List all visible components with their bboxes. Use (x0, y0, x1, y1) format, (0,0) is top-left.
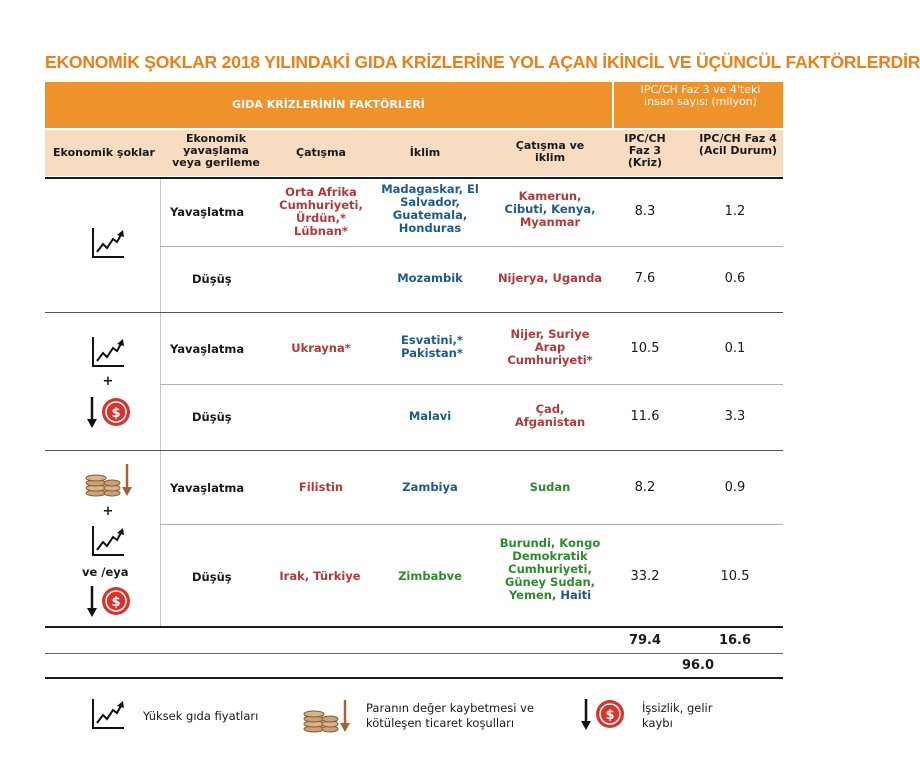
svg-text:$: $ (605, 708, 615, 723)
phase3-value: 11.6 (630, 409, 660, 424)
col-shocks-header: Ekonomik şoklar (53, 146, 155, 159)
chart-up-icon (90, 524, 126, 558)
type-label: Düşüş (192, 410, 232, 424)
conflict-climate-cell: Burundi, Kongo Demokratik Cumhuriyeti, Güney Sudan, Yemen, Haiti (499, 536, 601, 602)
phase3-value: 33.2 (630, 569, 660, 584)
phase4-value: 0.9 (724, 480, 746, 495)
phase4-value: 10.5 (720, 569, 750, 584)
row-divider (160, 384, 783, 385)
conflict-climate-cell: Kamerun, Cibuti, Kenya, Myanmar (504, 189, 596, 229)
group-divider (45, 450, 783, 451)
type-label: Yavaşlatma (170, 205, 245, 219)
climate-cell: Madagaskar, El Salvador, Guatemala, Honduras (381, 182, 479, 235)
conflict-cell: Ukrayna* (291, 341, 351, 355)
total-overall: 96.0 (681, 658, 715, 673)
phase4-value: 0.6 (724, 271, 746, 286)
phase3-value: 8.3 (634, 204, 656, 219)
total-phase4: 16.6 (718, 633, 752, 648)
column-divider (160, 177, 161, 626)
type-label: Yavaşlatma (170, 481, 245, 495)
col-conflict-climate-header: Çatışma ve iklim (515, 139, 585, 164)
coin-stack-down-icon (302, 698, 352, 734)
total-phase3: 79.4 (628, 633, 662, 648)
svg-text:$: $ (111, 595, 121, 610)
conflict-climate-cell: Sudan (529, 480, 571, 494)
type-label: Yavaşlatma (170, 342, 245, 356)
page-title: EKONOMİK ŞOKLAR 2018 YILINDAKİ GIDA KRİZLERİNE YOL AÇAN İKİNCİL VE ÜÇÜNCÜL FAKTÖRLERDİR (45, 52, 920, 72)
plus-sign: + (102, 374, 114, 389)
conflict-climate-cell: Nijer, Suriye Arap Cumhuriyeti* (507, 327, 593, 367)
plus-sign: + (102, 504, 114, 519)
type-label: Düşüş (192, 272, 232, 286)
total-divider (45, 653, 783, 654)
phase3-value: 10.5 (630, 341, 660, 356)
row-divider (160, 524, 783, 525)
legend-unemployment: İşsizlik, gelir kaybı (642, 701, 713, 730)
chart-up-icon (90, 226, 126, 260)
col-conflict-header: Çatışma (296, 146, 346, 159)
phase4-value: 3.3 (724, 409, 746, 424)
unemployment-icon (580, 697, 626, 731)
col-slowdown-header: Ekonomik yavaşlama veya gerileme (172, 132, 260, 169)
legend-currency: Paranın değer kaybetmesi ve kötüleşen ticaret koşulları (366, 701, 534, 730)
factors-header: GIDA KRİZLERİNİN FAKTÖRLERİ (232, 98, 425, 111)
row-divider (160, 246, 783, 247)
conflict-climate-cell: Çad, Afganistan (514, 402, 586, 429)
header-divider (612, 82, 614, 128)
type-label: Düşüş (192, 570, 232, 584)
col-phase3-header: IPC/CH Faz 3 (Kriz) (624, 132, 666, 169)
climate-cell: Zambiya (402, 480, 458, 494)
climate-cell: Esvatini,* Pakistan* (401, 333, 463, 360)
climate-cell: Zimbabve (398, 569, 462, 583)
col-climate-header: İklim (409, 146, 441, 159)
climate-cell: Mozambik (397, 271, 463, 285)
chart-up-icon (90, 335, 126, 369)
group-divider (45, 177, 783, 179)
phase3-value: 8.2 (634, 480, 656, 495)
unemployment-icon (86, 584, 132, 618)
group-divider (45, 312, 783, 313)
totals-bottom-border (45, 677, 783, 679)
svg-text:$: $ (111, 406, 121, 421)
phase3-value: 7.6 (634, 271, 656, 286)
conflict-cell: Filistin (298, 480, 344, 494)
conflict-cell: Irak, Türkiye (279, 569, 361, 583)
col-phase4-header: IPC/CH Faz 4 (Acil Durum) (698, 132, 778, 157)
phase4-value: 0.1 (724, 341, 746, 356)
ipc-group-header: IPC/CH Faz 3 ve 4'teki insan sayısı (milyon) (640, 83, 761, 108)
table-bottom-border (45, 626, 783, 628)
andor-label: ve /eya (82, 565, 129, 579)
legend-high-prices: Yüksek gıda fiyatları (143, 709, 259, 723)
conflict-cell: Orta Afrika Cumhuriyeti, Ürdün,* Lübnan* (279, 185, 363, 238)
coin-stack-down-icon (84, 462, 134, 498)
phase4-value: 1.2 (724, 204, 746, 219)
conflict-climate-cell: Nijerya, Uganda (497, 271, 603, 285)
unemployment-icon (86, 395, 132, 429)
chart-up-icon (90, 697, 126, 731)
climate-cell: Malavi (408, 409, 452, 423)
